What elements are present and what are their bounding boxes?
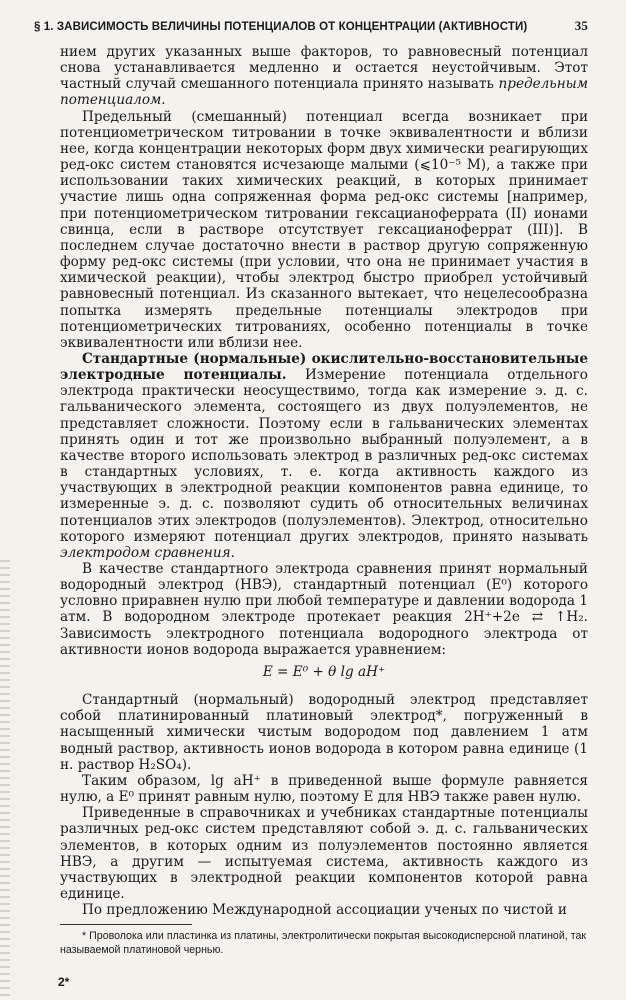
page-number: 35 [574,18,588,33]
paragraph-1 [60,44,588,109]
scan-edge-artifact [0,560,10,1000]
footnote: * Проволока или пластинка из платины, электролитически покрытая высокодисперсной платиной, так называемой платиновой чернью. [60,930,586,956]
paragraph-2: Предельный (смешанный) потенциал всегда возникает при потенциометрическом титровании в точке эквивалентности и вблизи нее, когда концентрации некоторых форм двух химически реагирующих ред-окс систем становятся исчезающе малыми (⩽10⁻⁵ M), а также при использовании таких химических реакций, в которых принимает участие лишь одна сопряженная форма ред-окс системы [например, при потенциометрическом титровании гексацианоферрата (II) ионами свинца, если в растворе отсутствует гексацианоферрат (III)]. В последнем случае достаточно внести в раствор другую сопряженную форму ред-окс системы (при условии, что она не принимает участия в химической реакции), чтобы электрод быстро приобрел устойчивый равновесный потенциал. Из сказанного вытекает, что нецелесообразна попытка измерять предельные потенциалы электродов при потенциометрических титрованиях, особенно потенциалы в точке эквивалентности или вблизи нее. [60,108,588,351]
equation-hydrogen-electrode: E = E⁰ + θ lg aH⁺ [262,663,386,680]
term-limiting-potential: предельным потенциалом. [60,76,588,109]
footnote-divider [60,924,192,925]
running-title: § 1. ЗАВИСИМОСТЬ ВЕЛИЧИНЫ ПОТЕНЦИАЛОВ ОТ КОНЦЕНТРАЦИИ (АКТИВНОСТИ) [34,21,528,33]
running-header [34,18,588,34]
paragraph-4: В качестве стандартного электрода сравнения принят нормальный водородный электрод (НВЭ), стандартный потенциал (E⁰) которого условно приравнен нулю при любой температуре и давлении водорода 1 атм. В водородном электроде протекает реакция 2H⁺+2e ⇄ ↑H₂. Зависимость электродного потенциала водородного электрода от активности ионов водорода выражается уравнением: [60,561,588,658]
printer-signature-mark: 2* [58,975,70,989]
paragraph-3-text: Измерение потенциала отдельного электрода практически неосуществимо, тогда как измерение э. д. с. гальванического элемента, состоящего из двух полуэлементов, не представляет сложности. Поэтому если в гальванических элементах принять один и тот же произвольно выбранный полуэлемент, а в качестве второго использовать электрод в различных ред-окс системах в стандартных условиях, т. е. когда активность каждого из участвующих в электродной реакции компонентов равна единице, то измеренные э. д. с. позволяют судить об относительных величинах потенциалов этих электродов (полуэлементов). Электрод, относительно которого измеряют потенциал других электродов, принято называть [60,367,588,545]
paragraph-5: Стандартный (нормальный) водородный электрод представляет собой платинированный платиновый электрод*, погруженный в насыщенный химически чистым водородом под давлением 1 атм водный раствор, активность ионов водорода в котором равна единице (1 н. раствор H₂SO₄). [60,692,588,773]
term-reference-electrode: электродом сравнения. [60,544,235,561]
main-text [60,44,588,918]
section-heading-standard-potentials: Стандартные (нормальные) окислительно-восстановительные электродные потенциалы. [60,350,588,384]
paragraph-3 [60,351,588,561]
paragraph-1-text: нием других указанных выше факторов, то равновесный потенциал снова устанавливается медленно и остается неустойчивым. Этот частный случай смешанного потенциала принято называть [60,44,588,93]
paragraph-6: Таким образом, lg aH⁺ в приведенной выше формуле равняется нулю, а E⁰ принят равным нулю, поэтому E для НВЭ также равен нулю. [60,772,588,806]
paragraph-8: По предложению Международной ассоциации ученых по чистой и [82,902,567,919]
paragraph-7: Приведенные в справочниках и учебниках стандартные потенциалы различных ред-окс систем представляют собой э. д. с. гальванических элементов, в которых одним из полуэлементов постоянно является НВЭ, а другим — испытуемая система, активность каждого из участвующих в электродной реакции компонентов которой равна единице. [60,805,588,902]
